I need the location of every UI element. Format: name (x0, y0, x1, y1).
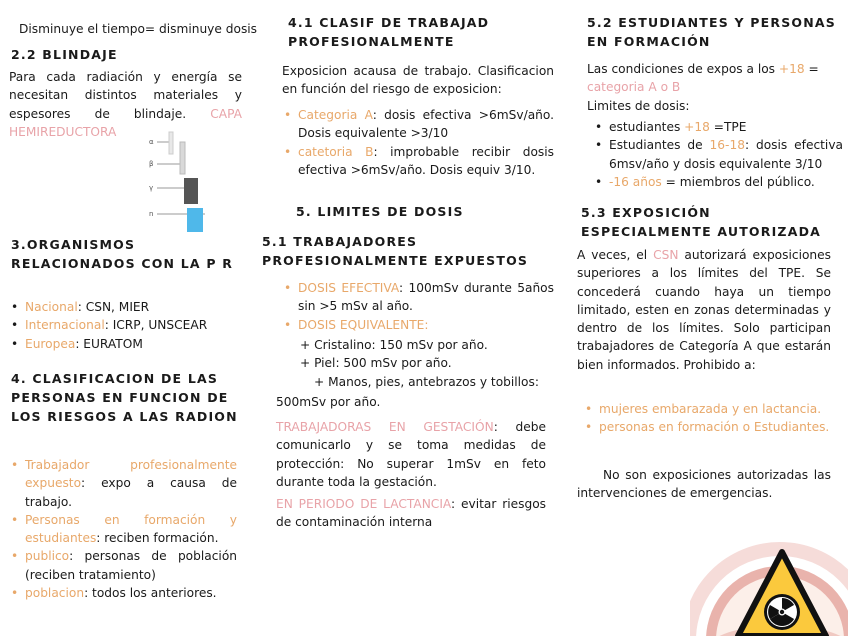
clasificacion-item-poblacion: • poblacion: todos los anteriores. (9, 584, 237, 602)
paper-sheet (169, 132, 173, 154)
clasificacion-heading: 4. CLASIFICACION DE LAS PERSONAS EN FUNCION DE LOS RIESGOS A LAS RADION (11, 371, 238, 424)
water-block (187, 208, 203, 232)
cristalino-limit: + Cristalino: 150 mSv por año. (300, 338, 488, 352)
clasif-trabajad-text: Exposicion acausa de trabajo. Clasificacion en función del riesgo de exposicion: (282, 64, 554, 97)
clasificacion-item-trabajador: • Trabajador profesionalmente expuesto: expo a causa de trabajo. (9, 456, 237, 511)
blindaje-text: Para cada radiación y energía se necesitan distintos materiales y espesores de blindaje. CAPA HEMIREDUCTORA (9, 70, 242, 139)
organismos-list (9, 298, 245, 353)
clasificacion-item-publico: • publico: personas de población (reciben tratamiento) (9, 547, 237, 584)
organismo-internacional: • Internacional: ICRP, UNSCEAR (9, 316, 245, 334)
lead-block (184, 178, 198, 204)
clasificacion-item-formacion: • Personas en formación y estudiantes: reciben formación. (9, 511, 237, 548)
clasif-trabajad-heading: 4.1 CLASIF DE TRABAJAD PROFESIONALMENTE (288, 15, 490, 49)
prohibido-list (583, 400, 831, 437)
radiation-symbol-icon (764, 594, 800, 630)
alpha-label: α (149, 138, 154, 146)
limit-mayores-18: • estudiantes +18 =TPE (593, 118, 843, 136)
blindaje-heading: 2.2 BLINDAJE (11, 47, 118, 62)
dosis-equivalente-item: • DOSIS EQUIVALENTE: (282, 316, 554, 334)
intro-text: Disminuye el tiempo= disminuye dosis (19, 22, 258, 36)
piel-limit: + Piel: 500 mSv por año. (300, 356, 452, 371)
autorizada-closing: No son exposiciones autorizadas las intervenciones de emergencias. (577, 468, 831, 501)
limit-16-18: • Estudiantes de 16-18: dosis efectiva 6msv/año y dosis equivalente 3/10 (593, 136, 843, 173)
capa-hemireductora-term: CAPA HEMIREDUCTORA (9, 106, 242, 139)
limites-heading: 5. LIMITES DE DOSIS (296, 204, 464, 219)
aluminium-sheet (180, 142, 185, 174)
prohibido-estudiantes: • personas en formación o Estudiantes. (583, 418, 831, 436)
manos-limit: + Manos, pies, antebrazos y tobillos: (314, 374, 539, 389)
limit-menores-16: • -16 años = miembros del público. (593, 173, 843, 191)
organismo-europea: • Europea: EURATOM (9, 335, 245, 353)
manos-limit-value: 500mSv por año. (276, 395, 381, 409)
gamma-label: γ (149, 184, 154, 192)
prohibido-embarazadas: • mujeres embarazada y en lactancia. (583, 400, 831, 418)
estudiantes-text: Las condiciones de expos a los +18 = categoria A o B Limites de dosis: (587, 62, 819, 113)
beta-label: β (149, 160, 154, 168)
estudiantes-limits-list (593, 118, 843, 191)
shielding-diagram (147, 128, 209, 236)
lactancia-text: EN PERIODO DE LACTANCIA: evitar riesgos de contaminación interna (276, 497, 547, 530)
categoria-list (282, 106, 554, 179)
dosis-efectiva-item: • DOSIS EFECTIVA: 100mSv durante 5años sin >5 mSv al año. (282, 279, 554, 316)
autorizada-heading: 5.3 EXPOSICIÓN ESPECIALMENTE AUTORIZADA (581, 205, 822, 239)
categoria-a-item: • Categoria A: dosis efectiva >6mSv/año. Dosis equivalente >3/10 (282, 106, 554, 143)
estudiantes-heading: 5.2 ESTUDIANTES Y PERSONAS EN FORMACIÓN (587, 15, 836, 49)
trabajadores-heading: 5.1 TRABAJADORES PROFESIONALMENTE EXPUESTOS (262, 234, 529, 268)
neutron-label: n (149, 210, 154, 218)
gestacion-text: TRABAJADORAS EN GESTACIÓN: debe comunicarlo y se toma medidas de protección: No superar 1mSv en feto durante toda la gestación. (276, 420, 547, 489)
clasificacion-list (9, 456, 237, 602)
categoria-b-item: • catetoria B: improbable recibir dosis efectiva >6mSv/año. Dosis equiv 3/10. (282, 143, 554, 180)
radiation-warning-sticker (690, 528, 848, 636)
organismos-heading: 3.ORGANISMOS RELACIONADOS CON LA P R (11, 237, 234, 271)
trabajadores-list (282, 279, 554, 334)
autorizada-text: A veces, el CSN autorizará exposiciones superiores a los límites del TPE. Se concederá cuando haya un tiempo limitado, esten en zonas determinadas y dentro de los límites. Solo participan trabajadores de Categoría A que estarán bien informados. Prohibido a: (577, 248, 831, 372)
organismo-nacional: • Nacional: CSN, MIER (9, 298, 245, 316)
dosis-equivalente-details (300, 336, 554, 391)
